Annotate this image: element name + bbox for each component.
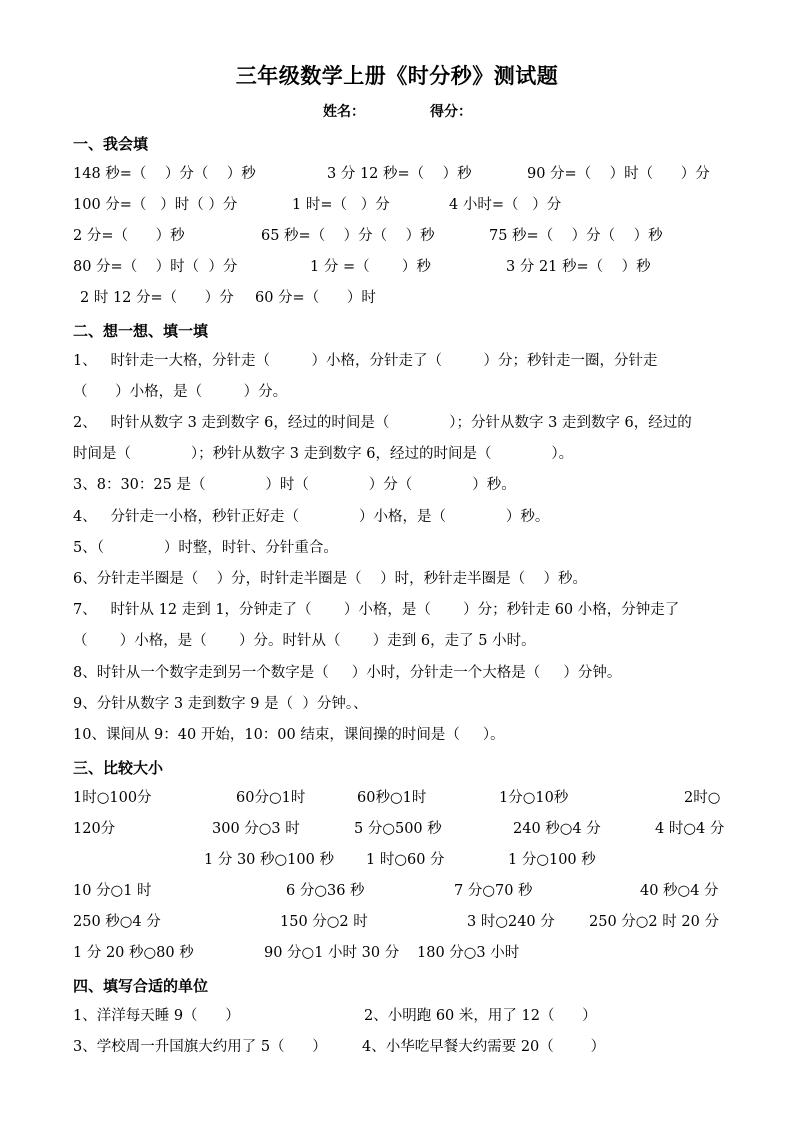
compare-item: 6 分○36 秒: [286, 883, 365, 899]
unit-item: 4、小华吃早餐大约需要 20（ ）: [362, 1039, 606, 1055]
compare-item: 3 时○240 分: [467, 914, 555, 930]
compare-item: 60秒○1时: [357, 790, 427, 806]
question-line: 10、课间从 9：40 开始，10：00 结束，课间操的时间是（ ）。: [73, 727, 505, 743]
fill-item: 148 秒=（ ）分（ ）秒: [73, 166, 256, 182]
fill-item: 60 分=（ ）时: [255, 290, 376, 306]
fill-item: 3 分 21 秒=（ ）秒: [506, 259, 651, 275]
compare-item: 120分: [73, 821, 116, 837]
fill-item: 75 秒=（ ）分（ ）秒: [489, 228, 663, 244]
question-line: 2、 时针从数字 3 走到数字 6，经过的时间是（ ）；分针从数字 3 走到数字 6，经过的: [73, 415, 692, 431]
fill-item: 2 时 12 分=（ ）分: [80, 290, 234, 306]
unit-item: 2、小明跑 60 米，用了 12（ ）: [364, 1008, 597, 1024]
section-1-heading: 一、我会填: [73, 135, 149, 153]
question-line: （ ）小格，是（ ）分。: [73, 384, 288, 400]
question-line: 9、分针从数字 3 走到数字 9 是（ ）分钟。、: [73, 696, 368, 712]
fill-item: 2 分=（ ）秒: [73, 228, 185, 244]
compare-item: 7 分○70 秒: [454, 883, 533, 899]
compare-item: 40 秒○4 分: [640, 883, 719, 899]
name-label: 姓名：: [323, 104, 365, 120]
fill-item: 1 分 =（ ）秒: [310, 259, 431, 275]
compare-item: 300 分○3 时: [212, 821, 300, 837]
question-line: 7、 时针从 12 走到 1，分钟走了（ ）小格，是（ ）分；秒针走 60 小格，分钟走了: [73, 602, 680, 618]
question-line: 3、8：30：25 是（ ）时（ ）分（ ）秒。: [73, 477, 516, 493]
compare-item: 250 分○2 时 20 分: [589, 914, 719, 930]
compare-item: 4 时○4 分: [655, 821, 725, 837]
section-2-heading: 二、想一想、填一填: [73, 322, 209, 340]
question-line: 8、时针从一个数字走到另一个数字是（ ）小时，分针走一个大格是（ ）分钟。: [73, 665, 622, 681]
compare-item: 60分○1时: [236, 790, 306, 806]
compare-item: 2时○: [684, 790, 721, 806]
fill-item: 100 分=（ ）时（ ）分: [73, 197, 238, 213]
page-title: 三年级数学上册《时分秒》测试题: [235, 64, 559, 88]
compare-item: 5 分○500 秒: [354, 821, 442, 837]
question-line: 5、（ ）时整，时针、分针重合。: [73, 540, 338, 556]
section-4-heading: 四、填写合适的单位: [73, 977, 209, 995]
fill-item: 1 时=（ ）分: [292, 197, 390, 213]
compare-item: 250 秒○4 分: [73, 914, 161, 930]
question-line: （ ）小格，是（ ）分。时针从（ ）走到 6，走了 5 小时。: [73, 633, 536, 649]
compare-item: 1 分○100 秒: [508, 852, 596, 868]
compare-item: 1 分 20 秒○80 秒: [73, 945, 194, 961]
compare-item: 1 分 30 秒○100 秒: [204, 852, 334, 868]
fill-item: 3 分 12 秒=（ ）秒: [327, 166, 472, 182]
compare-item: 1 时○60 分: [366, 852, 445, 868]
compare-item: 90 分○1 小时 30 分: [264, 945, 400, 961]
question-line: 1、 时针走一大格，分针走（ ）小格，分针走了（ ）分；秒针走一圈，分针走: [73, 353, 658, 369]
question-line: 4、 分针走一小格，秒针正好走（ ）小格，是（ ）秒。: [73, 509, 550, 525]
fill-item: 80 分=（ ）时（ ）分: [73, 259, 238, 275]
fill-item: 65 秒=（ ）分（ ）秒: [261, 228, 435, 244]
score-label: 得分：: [430, 104, 472, 120]
fill-item: 90 分=（ ）时（ ）分: [527, 166, 710, 182]
unit-item: 1、洋洋每天睡 9（ ）: [73, 1008, 240, 1024]
compare-item: 1时○100分: [73, 790, 152, 806]
question-line: 时间是（ ）；秒针从数字 3 走到数字 6，经过的时间是（ ）。: [73, 446, 574, 462]
unit-item: 3、学校周一升国旗大约用了 5（ ）: [73, 1039, 327, 1055]
section-3-heading: 三、比较大小: [73, 759, 164, 777]
compare-item: 150 分○2 时: [280, 914, 368, 930]
question-line: 6、分针走半圈是（ ）分，时针走半圈是（ ）时，秒针走半圈是（ ）秒。: [73, 571, 588, 587]
fill-item: 4 小时=（ ）分: [449, 197, 562, 213]
compare-item: 1分○10秒: [499, 790, 569, 806]
compare-item: 240 秒○4 分: [513, 821, 601, 837]
compare-item: 10 分○1 时: [73, 883, 152, 899]
compare-item: 180 分○3 小时: [417, 945, 520, 961]
